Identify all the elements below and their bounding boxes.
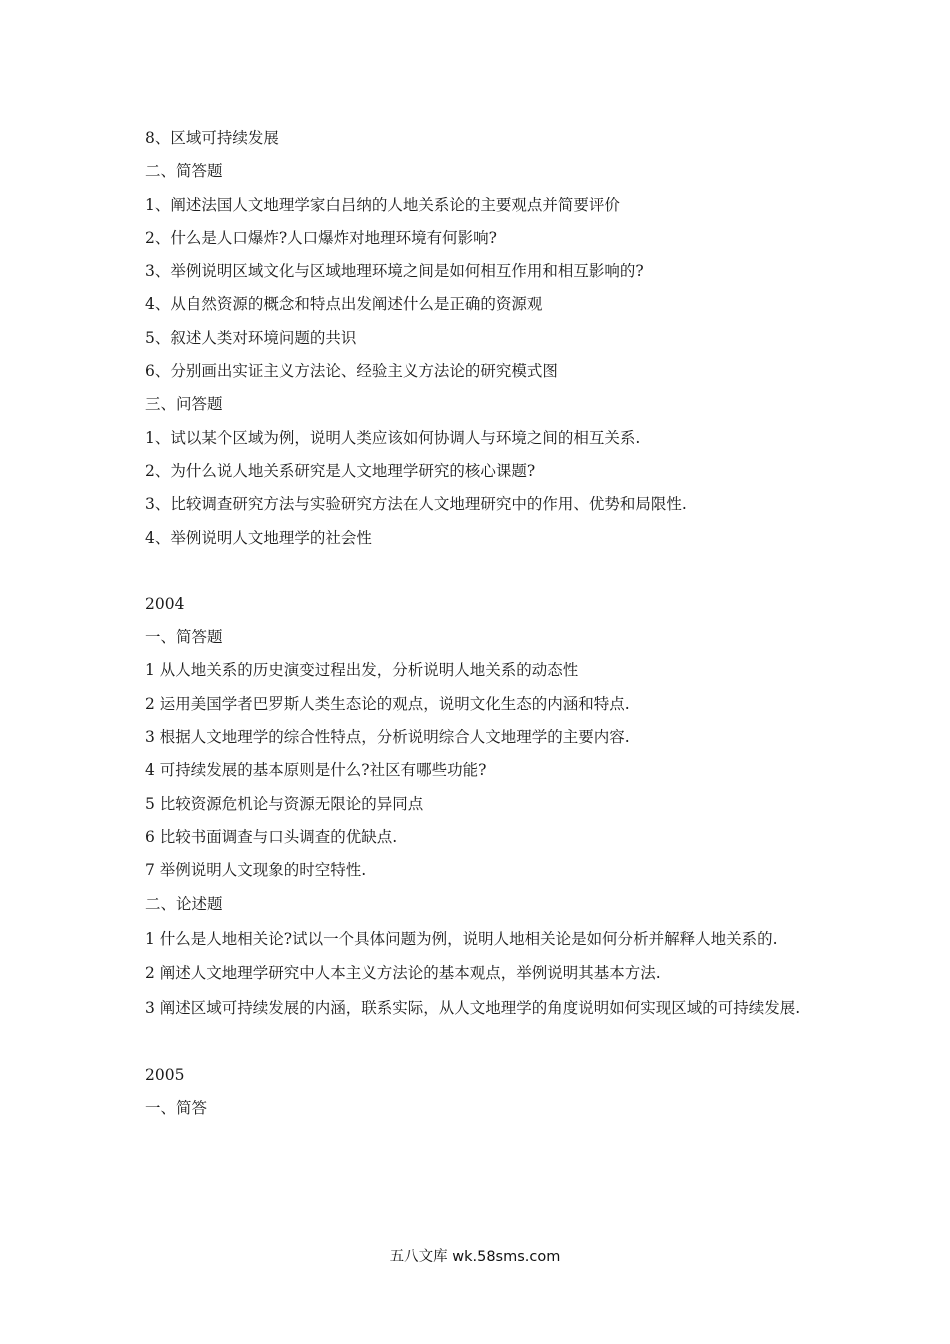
section-heading: 一、简答 [145, 1099, 208, 1118]
question-item: 2、什么是人口爆炸?人口爆炸对地理环境有何影响? [145, 228, 497, 247]
question-item: 4、举例说明人文地理学的社会性 [145, 528, 372, 547]
question-item: 3、比较调查研究方法与实验研究方法在人文地理研究中的作用、优势和局限性. [145, 495, 687, 514]
section-heading: 三、问答题 [145, 395, 223, 414]
question-item: 1 什么是人地相关论?试以一个具体问题为例，说明人地相关论是如何分析并解释人地关系的. [145, 929, 778, 948]
question-item: 2 运用美国学者巴罗斯人类生态论的观点，说明文化生态的内涵和特点. [145, 694, 630, 713]
question-item: 6 比较书面调查与口头调查的优缺点. [145, 827, 398, 846]
spacer [145, 1026, 815, 1059]
question-item: 3、举例说明区域文化与区域地理环境之间是如何相互作用和相互影响的? [145, 262, 644, 281]
question-item: 4、从自然资源的概念和特点出发阐述什么是正确的资源观 [145, 295, 543, 314]
section-heading: 二、简答题 [145, 162, 223, 181]
page-footer: 五八文库 wk.58sms.com [389, 1249, 561, 1265]
section-heading: 二、论述题 [145, 894, 223, 913]
question-item: 1、试以某个区域为例，说明人类应该如何协调人与环境之间的相互关系. [145, 428, 641, 447]
question-item: 5、叙述人类对环境问题的共识 [145, 328, 357, 347]
year-heading: 2004 [145, 594, 185, 613]
question-item: 3 阐述区域可持续发展的内涵，联系实际，从人文地理学的角度说明如何实现区域的可持续发展. [145, 999, 801, 1018]
question-item: 7 举例说明人文现象的时空特性. [145, 861, 367, 880]
section-heading: 一、简答题 [145, 628, 223, 647]
question-item: 2、为什么说人地关系研究是人文地理学研究的核心课题? [145, 461, 536, 480]
question-item: 5 比较资源危机论与资源无限论的异同点 [145, 794, 424, 813]
question-item: 1 从人地关系的历史演变过程出发，分析说明人地关系的动态性 [145, 661, 579, 680]
question-item: 4 可持续发展的基本原则是什么?社区有哪些功能? [145, 761, 487, 780]
question-item: 2 阐述人文地理学研究中人本主义方法论的基本观点，举例说明其基本方法. [145, 963, 661, 982]
text-line: 8、区域可持续发展 [145, 129, 279, 147]
question-item: 1、阐述法国人文地理学家白吕纳的人地关系论的主要观点并简要评价 [145, 195, 620, 214]
year-heading: 2005 [145, 1066, 185, 1085]
question-item: 6、分别画出实证主义方法论、经验主义方法论的研究模式图 [145, 362, 558, 381]
document-body [145, 122, 815, 1126]
spacer [145, 555, 815, 588]
question-item: 3 根据人文地理学的综合性特点，分析说明综合人文地理学的主要内容. [145, 728, 630, 747]
